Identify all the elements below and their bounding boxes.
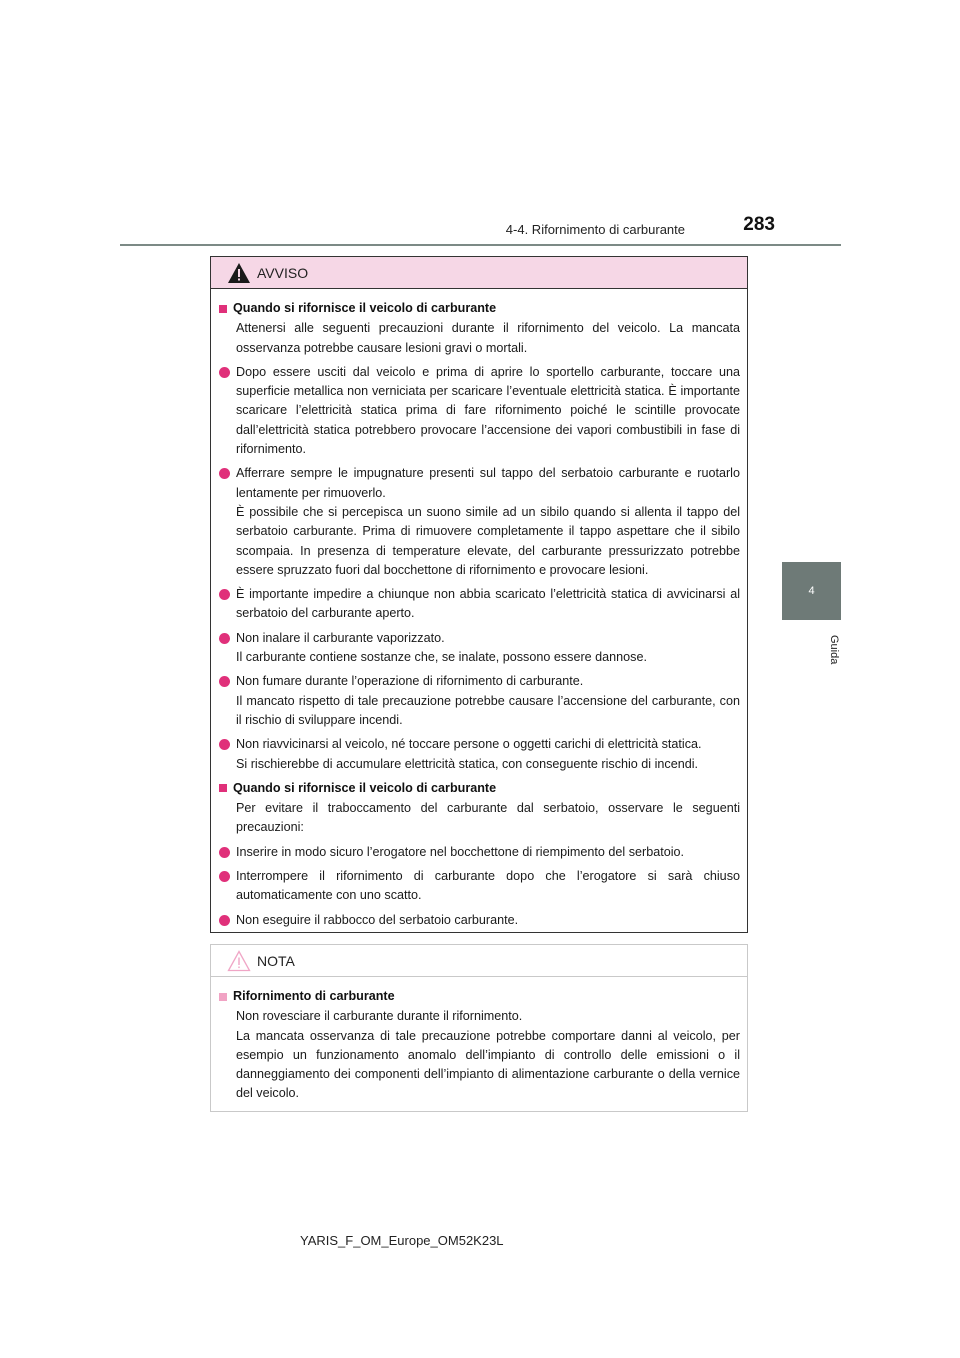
warning-bullet-text [236,629,740,668]
warning-bullet [219,629,740,668]
warning-bullet [219,911,740,930]
note-box-header [211,945,747,977]
warning-bullet-text [236,867,740,906]
text-line: Dopo essere usciti dal veicolo e prima di aprire lo sportello carburante, toccare una superficie metallica non verniciata per scaricare l’eventuale elettricità statica. È importante scaricare l’elettricità statica prima di fare rifornimento poiché le scintille provocate dall’elettricità statica potrebbero provocare l’accensione dei vapori combustibili in fase di rifornimento. [236,364,740,457]
text-line: Non inalare il carburante vaporizzato. [236,630,445,645]
chapter-tab[interactable] [782,562,841,620]
bullet-dot-icon [219,871,230,882]
warning-bullet-text [236,464,740,580]
text-line: La mancata osservanza di tale precauzione potrebbe comportare danni al veicolo, per esempio un funzionamento anomalo dell’impianto di controllo delle emissioni o il danneggiamento dei componenti dell’impianto di alimentazione carburante o della vernice del veicolo. [236,1028,740,1101]
warning-bullet-text [236,843,740,862]
warning-box [210,256,748,933]
warning-bullet [219,672,740,730]
note-box [210,944,748,1112]
bullet-dot-icon [219,739,230,750]
caution-triangle-outline-icon [227,950,251,972]
bullet-dot-icon [219,847,230,858]
warning-section-intro: Per evitare il traboccamento del carburante dal serbatoio, osservare le seguenti precauzioni: [236,801,740,835]
bullet-dot-icon [219,468,230,479]
warning-bullet [219,735,740,774]
bullet-dot-icon [219,633,230,644]
warning-section [219,779,740,930]
warning-bullet-text [236,363,740,459]
note-text [236,1007,740,1103]
text-line: Non rovesciare il carburante durante il rifornimento. [236,1009,523,1024]
warning-section-title [219,779,740,798]
bullet-dot-icon [219,915,230,926]
bullet-dot-icon [219,676,230,687]
text-line: È importante impedire a chiunque non abbia scaricato l’elettricità statica di avvicinarsi al serbatoio del carburante aperto. [236,587,740,621]
section-square-icon [219,993,227,1001]
note-section-title-text: Rifornimento di carburante [233,989,395,1003]
bullet-dot-icon [219,367,230,378]
note-section-title [219,987,740,1006]
text-line: Il carburante contiene sostanze che, se inalate, possono essere dannose. [236,650,647,665]
warning-bullet [219,585,740,624]
note-box-body [211,977,747,1104]
text-line: Afferrare sempre le impugnature presenti sul tappo del serbatoio carburante e ruotarlo lentamente per rimuoverlo. [236,466,740,500]
warning-box-body [211,289,747,930]
chapter-name: Guida [828,635,840,665]
text-line: Inserire in modo sicuro l’erogatore nel bocchettone di riempimento del serbatoio. [236,844,685,859]
warning-bullet [219,867,740,906]
warning-section-title-text: Quando si rifornisce il veicolo di carburante [233,780,497,795]
warning-box-header [211,257,747,289]
text-line: Il mancato rispetto di tale precauzione potrebbe causare l’accensione del carburante, con il rischio di sviluppare incendi. [236,693,740,727]
warning-section-title-text: Quando si rifornisce il veicolo di carburante [233,301,497,315]
text-line: Non fumare durante l’operazione di rifornimento di carburante. [236,674,584,689]
warning-bullet [219,843,740,862]
text-line: Non riavvicinarsi al veicolo, né toccare persone o oggetti carichi di elettricità statica. [236,737,702,752]
text-line: Si rischierebbe di accumulare elettricità statica, con conseguente rischio di incendi. [236,756,699,771]
bullet-dot-icon [219,589,230,600]
section-square-icon [219,305,227,313]
warning-triangle-icon [227,262,251,284]
warning-bullet-text [236,672,740,730]
warning-section-intro: Attenersi alle seguenti precauzioni durante il rifornimento del veicolo. La mancata osservanza potrebbe causare lesioni gravi o mortali. [236,321,740,355]
note-box-title: NOTA [257,952,295,969]
text-line: È possibile che si percepisca un suono simile ad un sibilo quando si allenta il tappo del serbatoio carburante. Prima di rimuovere completamente il tappo aspettare che il sibilo scompaia. In presenza di temperature elevate, del carburante pressurizzato potrebbe essere spruzzato fuori dal bocchettone di rifornimento e provocare lesioni. [236,504,740,577]
chapter-number: 4 [808,585,815,597]
page-number: 283 [743,214,775,235]
warning-section-title [219,299,740,318]
text-line: Interrompere il rifornimento di carburante dopo che l’erogatore si sarà chiuso automaticamente con uno scatto. [236,869,740,903]
warning-section [219,299,740,774]
text-line: Non eseguire il rabbocco del serbatoio carburante. [236,912,519,927]
warning-bullet-text [236,585,740,624]
header-divider [120,244,841,246]
warning-box-title: AVVISO [257,264,309,281]
warning-bullet [219,363,740,459]
document-code: YARIS_F_OM_Europe_OM52K23L [300,1233,504,1248]
warning-bullet [219,464,740,580]
warning-bullet-text [236,735,740,774]
section-square-icon [219,784,227,792]
header-section-title: 4-4. Rifornimento di carburante [505,222,685,237]
warning-bullet-text [236,911,740,930]
